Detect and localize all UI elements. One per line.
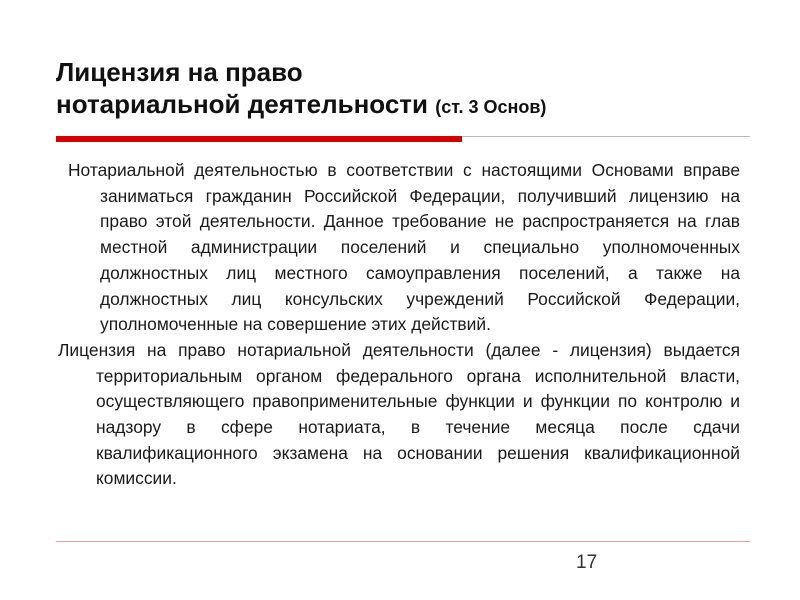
title-suffix: (ст. 3 Основ) <box>435 97 547 117</box>
slide-title <box>56 56 756 123</box>
title-line-2-text: нотариальной деятельности <box>56 89 428 119</box>
page-number: 17 <box>576 552 598 573</box>
footer-divider <box>56 541 750 542</box>
title-accent-bar <box>56 136 462 142</box>
body-paragraph-2: Лицензия на право нотариальной деятельности (далее - лицензия) выдается территориальным органом федерального органа исполнительной власти, осуществляющего правоприменительные функции и функции по контролю и надзору в сфере нотариата, в течение месяца после сдачи квалификационного экзамена на основании решения квалификационной комиссии. <box>58 339 740 489</box>
title-line-1: Лицензия на право <box>56 57 303 87</box>
body-paragraph-1: Нотариальной деятельностью в соответствии с настоящими Основами вправе заниматься гражданин Российской Федерации, получивший лицензию на право этой деятельности. Данное требование не распространяется на глав местной администрации поселений и специально уполномоченных должностных лиц местного самоуправления поселений, а также на должностных лиц консульских учреждений Российской Федерации, уполномоченные на совершение этих действий. <box>68 160 740 335</box>
title-line-2 <box>56 88 756 123</box>
slide-body <box>58 158 740 492</box>
